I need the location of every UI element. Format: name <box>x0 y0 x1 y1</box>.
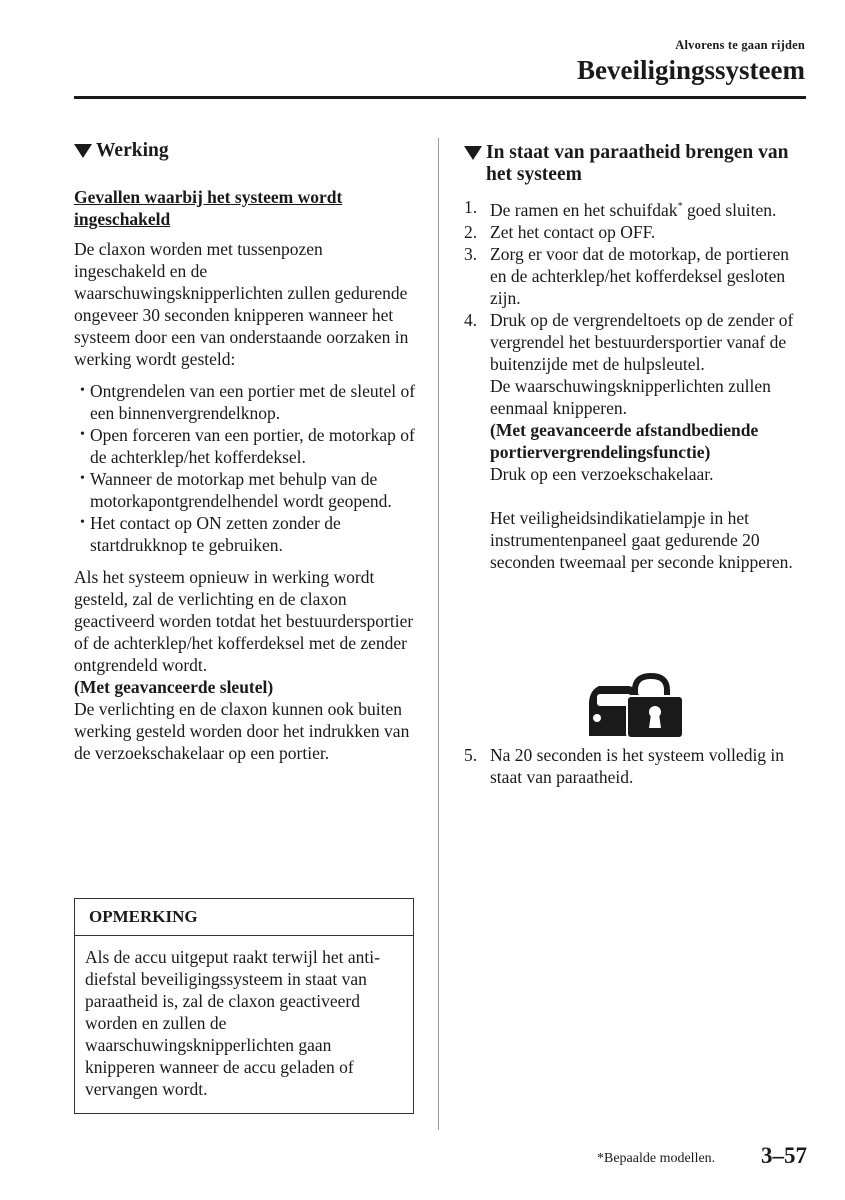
section-heading-arming <box>464 142 809 186</box>
section-heading-werking <box>74 140 416 162</box>
list-item <box>464 309 809 573</box>
page-number: 3–57 <box>761 1143 807 1168</box>
right-column <box>464 142 809 573</box>
security-indicator-lock-icon <box>585 672 685 740</box>
note-body: Als de accu uitgeput raakt terwijl het anti-diefstal beveiligingssysteem in staat van paraatheid is, zal de claxon geactiveerd worden en zullen de waarschuwingsknipperlichten gaan knipperen wanneer de accu geladen of vervangen wordt. <box>85 947 380 1099</box>
step-text: Zet het contact op OFF. <box>490 221 656 242</box>
step-text: Zorg er voor dat de motorkap, de portieren en de achterklep/het kofferdeksel gesloten zijn. <box>490 243 790 308</box>
list-item: • Het contact op ON zetten zonder de startdrukknop te gebruiken. <box>74 512 416 556</box>
step-text-indicator: Het veiligheidsindikatielampje in het instrumentenpaneel gaat gedurende 20 seconden tweemaal per seconde knipperen. <box>490 507 793 572</box>
step-number: 4. <box>464 309 478 330</box>
note-box <box>74 898 414 1114</box>
list-item <box>464 221 809 243</box>
step-number: 2. <box>464 221 478 242</box>
list-item: • Open forceren van een portier, de motorkap of de achterklep/het kofferdeksel. <box>74 424 416 468</box>
left-column <box>74 140 416 764</box>
section-heading-text: In staat van paraatheid brengen van het systeem <box>486 142 789 185</box>
advanced-key-label: (Met geavanceerde sleutel) <box>74 677 274 697</box>
step-number: 1. <box>464 197 478 217</box>
header-rule <box>74 96 806 99</box>
cause-list <box>74 380 416 556</box>
list-item <box>464 744 809 788</box>
subheading: Gevallen waarbij het systeem wordt ingeschakeld <box>74 187 343 229</box>
step-text: Na 20 seconden is het systeem volledig in staat van paraatheid. <box>490 745 785 787</box>
column-divider <box>438 138 439 1130</box>
step-text: Druk op de vergrendeltoets op de zender of vergrendel het bestuurdersportier vanaf de buitenzijde met de hulpsleutel. <box>490 309 794 374</box>
footnote: *Bepaalde modellen. <box>597 1151 716 1166</box>
list-item <box>464 196 809 221</box>
header-section-label: Alvorens te gaan rijden <box>675 38 805 52</box>
list-item <box>464 243 809 309</box>
step-text-request: Druk op een verzoekschakelaar. <box>490 463 714 484</box>
triangle-marker-icon <box>464 146 482 160</box>
step-number: 3. <box>464 243 478 264</box>
final-step-block <box>464 744 809 788</box>
list-item: • Ontgrendelen van een portier met de sleutel of een binnenvergrendelknop. <box>74 380 416 424</box>
section-heading-text: Werking <box>96 140 169 161</box>
step-advanced-label: (Met geavanceerde afstandbediende portiervergrendelingsfunctie) <box>490 419 759 462</box>
step-text-blink: De waarschuwingsknipperlichten zullen eenmaal knipperen. <box>490 375 771 418</box>
triangle-marker-icon <box>74 144 92 158</box>
advanced-key-paragraph: De verlichting en de claxon kunnen ook buiten werking gesteld worden door het indrukken van de verzoekschakelaar op een portier. <box>74 699 410 763</box>
reactivation-paragraph: Als het systeem opnieuw in werking wordt gesteld, zal de verlichting en de claxon geactiveerd worden totdat het bestuurdersportier of de achterklep/het kofferdeksel met de zender ontgrendeld wordt. <box>74 567 414 675</box>
arming-steps <box>464 196 809 573</box>
page-title: Beveiligingssysteem <box>577 55 805 85</box>
step-text: De ramen en het schuifdak <box>490 199 678 220</box>
list-item: • Wanneer de motorkap met behulp van de motorkapontgrendelhendel wordt geopend. <box>74 468 416 512</box>
arming-steps-final <box>464 744 809 788</box>
step-number: 5. <box>464 745 478 765</box>
step-text-cont: goed sluiten. <box>682 199 777 220</box>
footnote-marker: * <box>677 201 683 212</box>
intro-paragraph: De claxon worden met tussenpozen ingeschakeld en de waarschuwingsknipperlichten zullen gedurende ongeveer 30 seconden knipperen wanneer het systeem door een van onderstaande oorzaken in werking wordt gesteld: <box>74 239 409 369</box>
note-title: OPMERKING <box>75 899 413 936</box>
